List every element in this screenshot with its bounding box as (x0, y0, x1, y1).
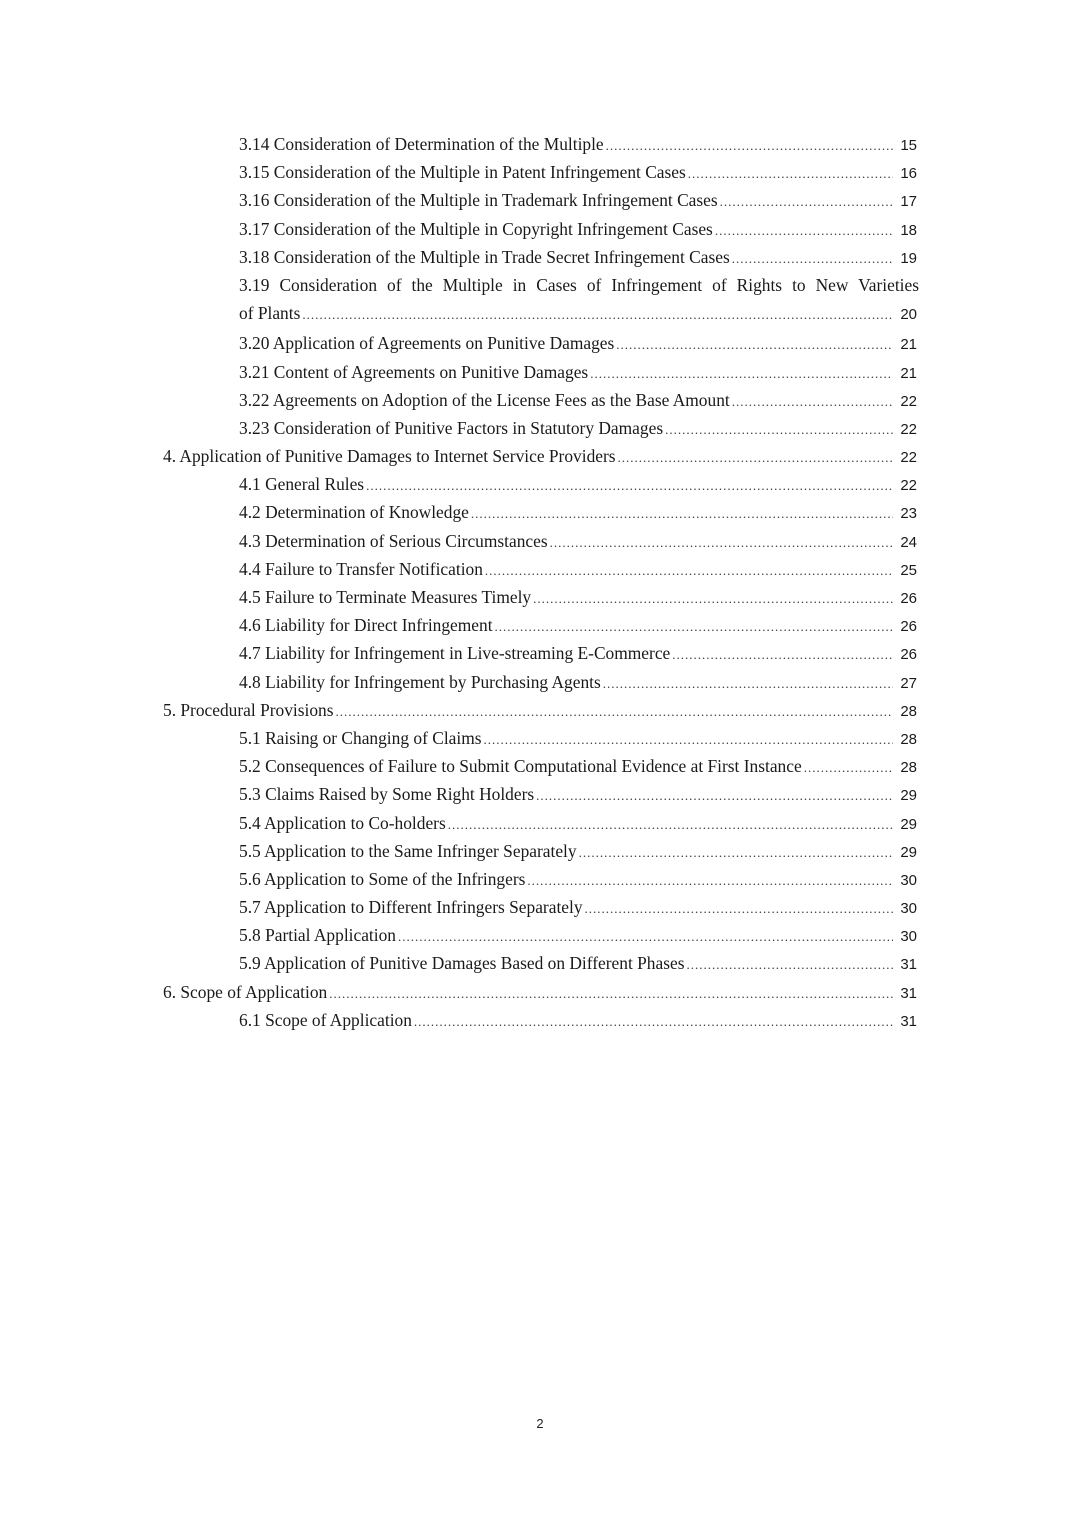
dot-leader (471, 500, 893, 528)
toc-entry-title: 5.8 Partial Application (239, 925, 396, 946)
dot-leader (485, 557, 893, 585)
toc-entry-title-continuation: of Plants (239, 303, 301, 324)
dot-leader (579, 839, 893, 867)
toc-entry[interactable] (0, 243, 917, 271)
dot-leader (804, 754, 893, 782)
toc-entry[interactable] (0, 611, 917, 639)
toc-entry[interactable] (0, 158, 917, 186)
toc-entry-page: 22 (900, 420, 917, 438)
toc-entry[interactable] (0, 358, 917, 386)
dot-leader (484, 726, 894, 754)
toc-entry[interactable] (0, 837, 917, 865)
toc-entry-page: 19 (900, 249, 917, 267)
dot-leader (715, 217, 893, 245)
toc-entry-title: 4.2 Determination of Knowledge (239, 502, 469, 523)
dot-leader (533, 585, 893, 613)
toc-entry-title: 5. Procedural Provisions (163, 699, 334, 720)
dot-leader (550, 529, 893, 557)
toc-entry-title: 5.3 Claims Raised by Some Right Holders (239, 784, 535, 805)
toc-entry-title: 5.7 Application to Different Infringers Separately (239, 897, 583, 918)
dot-leader (414, 1008, 893, 1036)
toc-entry-page: 31 (900, 956, 917, 974)
toc-entry-page: 24 (900, 533, 917, 551)
toc-section-entry[interactable] (0, 442, 917, 470)
toc-entry-page: 27 (900, 674, 917, 692)
toc-section-entry[interactable] (0, 978, 917, 1006)
toc-entry-title: 3.19 Consideration of the Multiple in Cases of Infringement of Rights to New Varieties (239, 274, 919, 295)
toc-entry-page: 30 (900, 871, 917, 889)
toc-entry-title: 3.14 Consideration of Determination of the Multiple (239, 134, 604, 154)
toc-entry[interactable] (0, 414, 917, 442)
toc-entry[interactable] (0, 893, 917, 921)
toc-entry[interactable] (0, 271, 919, 329)
dot-leader (686, 951, 893, 979)
toc-entry[interactable] (0, 780, 917, 808)
toc-entry-title: 3.17 Consideration of the Multiple in Copyright Infringement Cases (239, 218, 713, 239)
toc-entry-title: 3.21 Content of Agreements on Punitive Damages (239, 361, 589, 382)
toc-entry-page: 25 (900, 561, 917, 579)
toc-entry[interactable] (0, 724, 917, 752)
toc-entry[interactable] (0, 329, 917, 357)
toc-entry-page: 15 (900, 137, 917, 154)
toc-entry-title: 4.6 Liability for Direct Infringement (239, 615, 493, 636)
dot-leader (527, 867, 893, 895)
toc-entry-page: 28 (900, 702, 917, 720)
toc-entry-title: 4. Application of Punitive Damages to Internet Service Providers (163, 446, 616, 467)
toc-entry-title: 3.22 Agreements on Adoption of the License Fees as the Base Amount (239, 389, 730, 410)
toc-entry-page: 22 (900, 477, 917, 495)
toc-entry-title: 5.4 Application to Co-holders (239, 812, 446, 833)
toc-entry-title: 6. Scope of Application (163, 981, 328, 1002)
toc-entry-page: 26 (900, 590, 917, 608)
toc-entry[interactable] (0, 186, 917, 214)
dot-leader (536, 782, 893, 810)
toc-entry-page: 20 (900, 306, 917, 324)
toc-entry-title: 6.1 Scope of Application (239, 1009, 412, 1030)
dot-leader (448, 811, 893, 839)
toc-entry-page: 18 (900, 221, 917, 239)
dot-leader (606, 132, 893, 160)
toc-entry-page: 29 (900, 787, 917, 805)
dot-leader (672, 641, 893, 669)
toc-entry-title: 5.5 Application to the Same Infringer Separately (239, 840, 577, 861)
toc-entry[interactable] (0, 1006, 917, 1034)
dot-leader (732, 388, 893, 416)
dot-leader (336, 698, 893, 726)
toc-entry[interactable] (0, 498, 917, 526)
toc-entry-page: 29 (900, 815, 917, 833)
dot-leader (590, 360, 893, 388)
dot-leader (329, 980, 893, 1008)
toc-entry-page: 16 (900, 165, 917, 183)
toc-entry-page: 30 (900, 900, 917, 918)
dot-leader (618, 444, 893, 472)
dot-leader (688, 160, 893, 188)
dot-leader (366, 472, 893, 500)
toc-entry[interactable] (0, 752, 917, 780)
toc-entry-title: 4.8 Liability for Infringement by Purchasing Agents (239, 671, 601, 692)
toc-entry[interactable] (0, 865, 917, 893)
toc-entry-title: 4.1 General Rules (239, 474, 365, 495)
dot-leader (302, 301, 893, 329)
toc-entry-page: 22 (900, 392, 917, 410)
toc-entry-page: 31 (900, 1012, 917, 1030)
dot-leader (603, 670, 893, 698)
toc-entry[interactable] (0, 639, 917, 667)
toc-entry-page: 26 (900, 646, 917, 664)
toc-entry-page: 29 (900, 843, 917, 861)
toc-entry-page: 21 (900, 364, 917, 382)
toc-entry[interactable] (0, 668, 917, 696)
toc-entry[interactable] (0, 809, 917, 837)
toc-entry-title: 3.18 Consideration of the Multiple in Trade Secret Infringement Cases (239, 246, 730, 267)
toc-entry-page: 23 (900, 505, 917, 523)
dot-leader (665, 416, 893, 444)
toc-entry-title: 5.1 Raising or Changing of Claims (239, 727, 482, 748)
toc-entry[interactable] (0, 921, 917, 949)
dot-leader (732, 245, 893, 273)
toc-section-entry[interactable] (0, 696, 917, 724)
toc-entry-page: 17 (900, 193, 917, 211)
toc-entry[interactable] (0, 555, 917, 583)
toc-entry-page: 28 (900, 759, 917, 777)
toc-entry-page: 22 (900, 449, 917, 467)
toc-entry-page: 28 (900, 730, 917, 748)
toc-entry-title: 5.6 Application to Some of the Infringers (239, 868, 526, 889)
toc-entry-page: 21 (900, 336, 917, 354)
toc-entry-title: 5.9 Application of Punitive Damages Based on Different Phases (239, 953, 685, 974)
toc-entry[interactable] (0, 527, 917, 555)
toc-entry-title: 4.4 Failure to Transfer Notification (239, 558, 483, 579)
toc-entry-title: 3.16 Consideration of the Multiple in Trademark Infringement Cases (239, 190, 718, 211)
toc-entry-page: 26 (900, 618, 917, 636)
toc-entry-title: 3.23 Consideration of Punitive Factors in Statutory Damages (239, 417, 664, 438)
toc-entry-page: 30 (900, 928, 917, 946)
toc-entry-page: 31 (900, 984, 917, 1002)
toc-entry[interactable] (0, 583, 917, 611)
toc-entry[interactable] (0, 386, 917, 414)
toc-entry-title: 5.2 Consequences of Failure to Submit Computational Evidence at First Instance (239, 756, 802, 777)
toc-entry-title: 3.20 Application of Agreements on Punitive Damages (239, 333, 615, 354)
dot-leader (495, 613, 893, 641)
toc-entry[interactable] (0, 130, 917, 158)
toc-entry-title: 4.7 Liability for Infringement in Live-streaming E-Commerce (239, 643, 671, 664)
page-number: 2 (536, 1416, 544, 1431)
toc-entry[interactable] (0, 215, 917, 243)
dot-leader (398, 923, 893, 951)
toc-entry[interactable] (0, 949, 917, 977)
dot-leader (585, 895, 893, 923)
toc-entry[interactable] (0, 470, 917, 498)
toc-entry-title: 4.3 Determination of Serious Circumstances (239, 530, 548, 551)
table-of-contents (0, 130, 1080, 1034)
dot-leader (616, 331, 893, 359)
dot-leader (720, 188, 893, 216)
toc-entry-title: 3.15 Consideration of the Multiple in Patent Infringement Cases (239, 162, 686, 183)
toc-entry-title: 4.5 Failure to Terminate Measures Timely (239, 587, 532, 608)
